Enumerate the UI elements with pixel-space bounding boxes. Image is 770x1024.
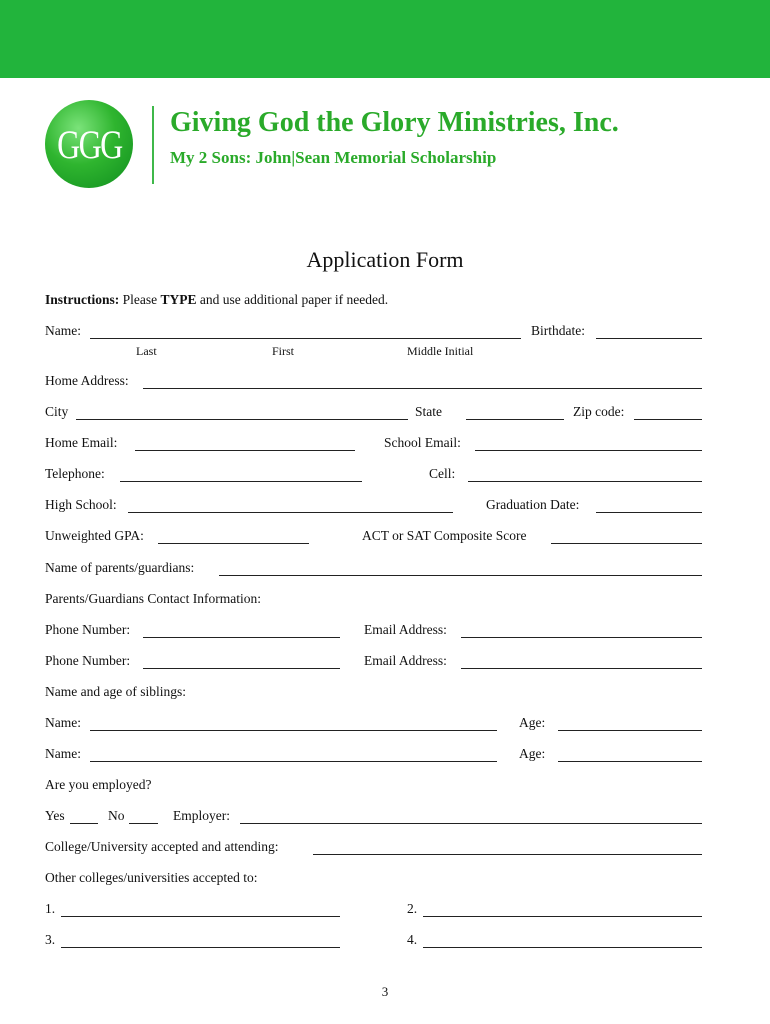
college-label: College/University accepted and attending: (45, 839, 279, 854)
other-college-field-3[interactable] (61, 947, 340, 948)
college-row (45, 839, 702, 859)
telephone-field[interactable] (120, 481, 362, 482)
phone-number-label-1: Phone Number: (45, 622, 131, 637)
city-state-zip-row (45, 404, 702, 424)
sibling-row-2 (45, 746, 702, 766)
other-college-field-1[interactable] (61, 916, 340, 917)
list-number-3: 3. (45, 932, 56, 947)
state-field[interactable] (466, 419, 564, 420)
parents-label: Name of parents/guardians: (45, 560, 195, 575)
name-parts-row (45, 344, 702, 364)
instructions (45, 292, 702, 312)
instructions-prefix: Instructions: (45, 292, 120, 307)
home-email-label: Home Email: (45, 435, 118, 450)
graduation-date-field[interactable] (596, 512, 702, 513)
contact-info-label: Parents/Guardians Contact Information: (45, 591, 261, 606)
parents-field[interactable] (219, 575, 702, 576)
gpa-label: Unweighted GPA: (45, 528, 144, 543)
high-school-label: High School: (45, 497, 117, 512)
zip-code-field[interactable] (634, 419, 702, 420)
home-address-row (45, 373, 702, 393)
sibling-age-field-2[interactable] (558, 761, 702, 762)
employed-question-row (45, 777, 702, 797)
act-sat-label: ACT or SAT Composite Score (362, 528, 527, 543)
page-number: 3 (381, 984, 389, 999)
top-color-bar (0, 0, 770, 78)
gpa-row (45, 528, 702, 548)
school-email-label: School Email: (384, 435, 461, 450)
state-label: State (415, 404, 442, 419)
no-label: No (108, 808, 125, 823)
parent-contact-row-1 (45, 622, 702, 642)
middle-initial-caption: Middle Initial (407, 344, 474, 358)
ggg-logo (45, 100, 133, 188)
sibling-name-label-2: Name: (45, 746, 81, 761)
telephone-row (45, 466, 702, 486)
telephone-label: Telephone: (45, 466, 105, 481)
header-divider (152, 106, 154, 184)
sibling-age-label-2: Age: (519, 746, 546, 761)
birthdate-label: Birthdate: (531, 323, 585, 338)
other-colleges-label: Other colleges/universities accepted to: (45, 870, 258, 885)
high-school-row (45, 497, 702, 517)
yes-label: Yes (45, 808, 65, 823)
phone-number-label-2: Phone Number: (45, 653, 131, 668)
email-address-label-2: Email Address: (364, 653, 447, 668)
instructions-text-2: and use additional paper if needed. (196, 292, 389, 307)
school-email-field[interactable] (475, 450, 702, 451)
other-colleges-list-row-2 (45, 932, 702, 952)
phone-number-field-2[interactable] (143, 668, 340, 669)
parent-contact-row-2 (45, 653, 702, 673)
sibling-age-field-1[interactable] (558, 730, 702, 731)
first-name-caption: First (272, 344, 295, 358)
scholarship-subtitle: My 2 Sons: John|Sean Memorial Scholarship (170, 148, 497, 167)
last-name-caption: Last (136, 344, 157, 358)
city-label: City (45, 404, 69, 419)
siblings-label: Name and age of siblings: (45, 684, 186, 699)
form-title: Application Form (306, 247, 464, 272)
list-number-4: 4. (407, 932, 418, 947)
logo-text: GGG (56, 121, 122, 167)
organization-title: Giving God the Glory Ministries, Inc. (170, 107, 619, 138)
sibling-age-label-1: Age: (519, 715, 546, 730)
sibling-row-1 (45, 715, 702, 735)
graduation-date-label: Graduation Date: (486, 497, 580, 512)
parents-row (45, 560, 702, 580)
list-number-1: 1. (45, 901, 56, 916)
email-row (45, 435, 702, 455)
cell-field[interactable] (468, 481, 702, 482)
email-address-field-2[interactable] (461, 668, 702, 669)
yes-field[interactable] (70, 823, 98, 824)
high-school-field[interactable] (128, 512, 453, 513)
instructions-emphasis: TYPE (160, 292, 197, 307)
employed-label: Are you employed? (45, 777, 152, 792)
name-row (45, 323, 702, 343)
zip-code-label: Zip code: (573, 404, 625, 419)
siblings-row (45, 684, 702, 704)
cell-label: Cell: (429, 466, 456, 481)
home-email-field[interactable] (135, 450, 355, 451)
other-colleges-row (45, 870, 702, 890)
employer-field[interactable] (240, 823, 702, 824)
list-number-2: 2. (407, 901, 418, 916)
instructions-text-1: Please (119, 292, 161, 307)
city-field[interactable] (76, 419, 408, 420)
other-college-field-4[interactable] (423, 947, 702, 948)
birthdate-field[interactable] (596, 338, 702, 339)
other-college-field-2[interactable] (423, 916, 702, 917)
gpa-field[interactable] (158, 543, 309, 544)
name-label: Name: (45, 323, 81, 338)
sibling-name-field-2[interactable] (90, 761, 497, 762)
email-address-label-1: Email Address: (364, 622, 447, 637)
email-address-field-1[interactable] (461, 637, 702, 638)
employer-label: Employer: (173, 808, 230, 823)
college-field[interactable] (313, 854, 702, 855)
sibling-name-label-1: Name: (45, 715, 81, 730)
employment-row (45, 808, 702, 828)
phone-number-field-1[interactable] (143, 637, 340, 638)
sibling-name-field-1[interactable] (90, 730, 497, 731)
name-field[interactable] (90, 338, 521, 339)
home-address-label: Home Address: (45, 373, 129, 388)
other-colleges-list-row-1 (45, 901, 702, 921)
home-address-field[interactable] (143, 388, 702, 389)
no-field[interactable] (129, 823, 158, 824)
act-sat-field[interactable] (551, 543, 702, 544)
contact-info-row (45, 591, 702, 611)
